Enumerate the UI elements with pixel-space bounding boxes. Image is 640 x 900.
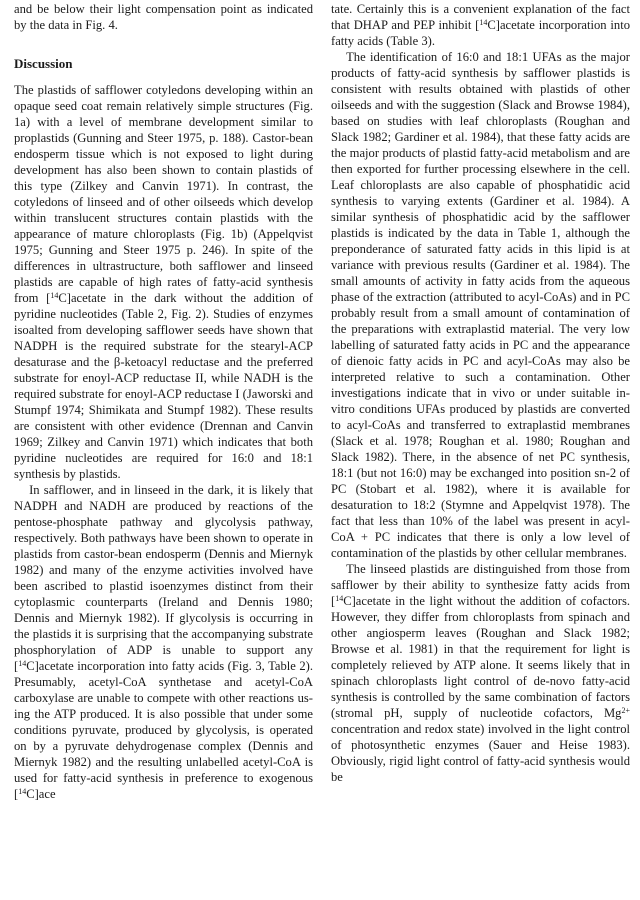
left-column	[14, 1, 313, 802]
discussion-paragraph-4: The linseed plastids are distinguished from those from safflower by their ability to synthesize fatty acids from [$^{14}$C]acetate in the light without the addition of cofactors. However, they differ from chloroplasts from spinach and other angiosperm leaves (Roughan and Slack 1982; Browse et al. 1981) in that the requirement for light is completely relieved by ATP alone. It seems likely that in spinach chloroplasts light control of de-novo fatty-acid synthesis is controlled by the same combination of factors (stromal pH, supply of nucleotide cofactors, $Mg^{2+}$ concentration and redox state) involved in the light control of photosynthetic enzymes (Sauer and Heise 1983). Obviously, rigid light control of fatty-acid synthesis would be	[331, 562, 630, 784]
discussion-paragraph-3: The identification of 16:0 and 18:1 UFAs as the major products of fatty-acid synthesis by safflower plastids is consistent with results obtained with plastids of other oilseeds and with the suggestion (Slack and Browse 1984), based on studies with leaf chloroplasts (Roughan and Slack 1982; Gardiner et al. 1984), that these fatty acids are the major products of plastid fatty-acid metabolism and are then exported for further processing elsewhere in the cell. Leaf chloroplasts are also capable of phosphatidic acid synthesis to varying extents (Gardiner et al. 1984). A similar synthesis of phosphatidic acid by the safflower plastids is indicated by the data in Table 1, although the preponderance of saturated fatty acids in this lipid is at variance with previous results (Gardiner et al. 1984). The small amounts of activity in fatty acids from the aqueous phase of the extraction (attributed to acyl-CoAs) and in PC probably result from a small amount of contamination of the preparations with extraplastid material. The very low labelling of saturated fatty acids in PC and the appearance of dienoic fatty acids in PC and acyl-CoAs may also be interpreted relative to such a contamination. Other investigations indicate that in vivo or under suitable in-vitro conditions UFAs produced by plastids are converted to acyl-CoAs and transferred to extraplastid membranes (Slack et al. 1978; Roughan et al. 1980; Roughan and Slack 1982). There, in the absence of net PC synthesis, 18:1 (but not 16:0) may be exchanged into position sn-2 of PC (Stobart et al. 1982), where it is available for desaturation to 18:2 (Stymne and Appelqvist 1978). The fact that less than 10% of the label was present in acyl-CoA + PC indicates that there is only a low level of contamination of the plastids by other cellular membranes.	[331, 50, 630, 560]
right-column	[331, 1, 630, 785]
discussion-paragraph-1: The plastids of safflower cotyledons developing within an opaque seed coat remain relatively simple structures (Fig. 1a) with a level of membrane development similar to proplastids (Gunning and Steer 1975, p. 188). Castor-bean endosperm tissue which is not exposed to light during development has also been shown to contain plastids of this type (Zilkey and Canvin 1971). In contrast, the cotyledons of linseed and of other oilseeds which develop within translucent structures contain plastids with the appearance of mature chloroplasts (Fig. 1b) (Appelqvist 1975; Gunning and Steer 1975 p. 246). In spite of the differences in ultrastructure, both safflower and linseed plastids are capable of high rates of fatty-acid synthesis from [$^{14}$C]acetate in the dark without the addition of pyridine nucleotides (Table 2, Fig. 2). Studies of enzymes isoalted from developing safflower seeds have shown that NADPH is the required substrate for the stearyl-ACP desaturase and the β-ketoacyl reductase and the preferred substrate for enoyl-ACP reductase II, while NADH is the required substrate for enoyl-ACP reductase I (Jaworski and Stumpf 1974; Shimikata and Stumpf 1982). These results are consistent with other evidence (Drennan and Canvin 1969; Zilkey and Canvin 1971) which indicates that both pyridine nucleotides are required for 16:0 and 18:1 synthesis by plastids.	[14, 83, 313, 481]
section-heading: Discussion	[14, 56, 73, 71]
discussion-paragraph-2-continued: tate. Certainly this is a convenient explanation of the fact that DHAP and PEP inhibit [$^{14}$C]acetate incorporation into fatty acids (Table 3).	[331, 2, 630, 48]
discussion-paragraph-2: In safflower, and in linseed in the dark, it is likely that NADPH and NADH are produced by reactions of the pentose-phosphate pathway and glycolysis pathway, respectively. Both pathways have been shown to operate in plastids from castor-bean endosperm (Dennis and Miernyk 1982) and many of the enzyme activities involved have been ascribed to plastid isoenzymes distinct from their cytoplasmic counterparts (Ireland and Dennis 1980; Dennis and Miernyk 1982). If glycolysis is occurring in the plastids it is surprising that the accompanying substrate phosphorylation of ADP is unable to support any [$^{14}$C]acetate incorporation into fatty acids (Fig. 3, Table 2). Presumably, acetyl-CoA synthetase and acetyl-CoA carboxylase are unable to compete with other reactions using the ATP produced. It is also possible that under some conditions pyruvate, produced by glycolysis, is operated on by a pyruvate dehydrogenase complex (Dennis and Miernyk 1982) and the resulting unlabelled acetyl-CoA is used for fatty-acid synthesis in preference to exogenous [$^{14}$C]ace	[14, 483, 313, 801]
continuation-paragraph: and be below their light compensation point as indicated by the data in Fig. 4.	[14, 2, 313, 32]
